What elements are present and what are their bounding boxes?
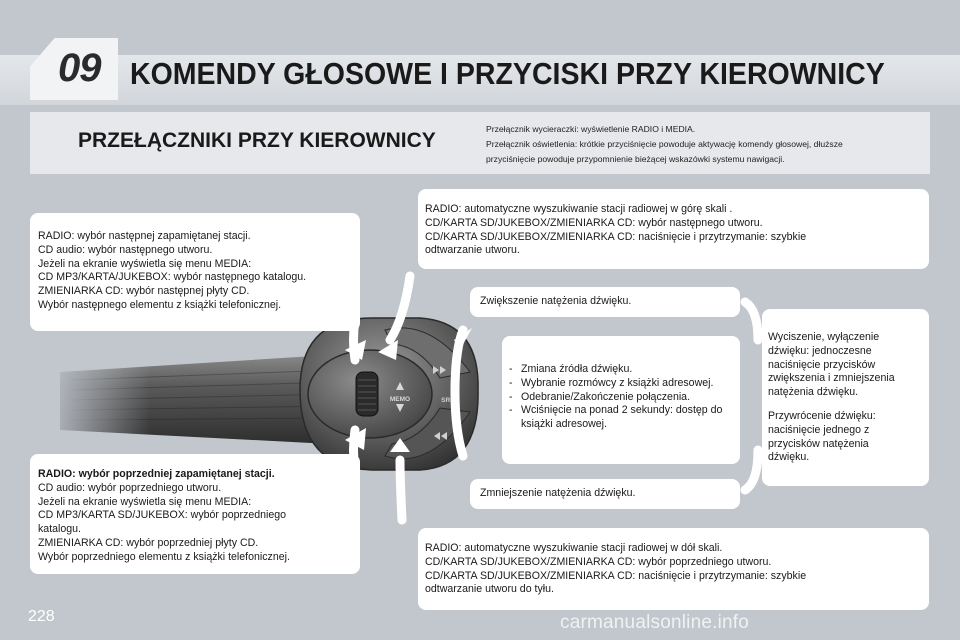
callout-line: odtwarzanie utworu. <box>425 244 520 257</box>
callout-line: przycisków natężenia <box>768 437 869 450</box>
callout-line: CD/KARTA SD/JUKEBOX/ZMIENIARKA CD: wybór poprzedniego utworu. <box>425 555 772 568</box>
callout-line: dźwięku: jednoczesne <box>768 344 872 357</box>
callout-next <box>30 213 360 331</box>
section-note-line: Przełącznik wycieraczki: wyświetlenie RADIO i MEDIA. <box>486 124 696 134</box>
list-item: - Wybranie rozmówcy z książki adresowej. <box>509 377 734 391</box>
callout-line: Wybór następnego elementu z książki telefonicznej. <box>38 298 282 311</box>
callout-seek-up <box>418 189 929 269</box>
source-list <box>509 363 734 432</box>
chapter-number: 09 <box>58 46 101 90</box>
watermark: carmanualsonline.info <box>560 612 750 633</box>
callout-line: naciśnięcie przycisków <box>768 358 876 371</box>
src-label: SRC <box>441 397 455 404</box>
callout-line: dźwięku. <box>768 451 810 464</box>
callout-line: Wyciszenie, wyłączenie <box>768 331 880 343</box>
callout-volume-up: Zwiększenie natężenia dźwięku. <box>470 287 740 317</box>
memo-label: MEMO <box>389 396 411 403</box>
callout-line: Wybór poprzedniego elementu z książki telefonicznej. <box>38 550 290 563</box>
section-title: PRZEŁĄCZNIKI PRZY KIEROWNICY <box>78 129 436 152</box>
callout-source <box>502 336 740 464</box>
callout-line: CD/KARTA SD/JUKEBOX/ZMIENIARKA CD: naciśnięcie i przytrzymanie: szybkie <box>425 230 807 243</box>
callout-line: CD MP3/KARTA SD/JUKEBOX: wybór poprzedniego <box>38 509 287 522</box>
callout-line: CD MP3/KARTA/JUKEBOX: wybór następnego katalogu. <box>38 271 307 284</box>
callout-line: odtwarzanie utworu do tyłu. <box>425 583 554 596</box>
callout-line: RADIO: wybór poprzedniej zapamiętanej stacji. <box>38 468 275 480</box>
paragraph-gap <box>768 400 923 410</box>
callout-line: CD/KARTA SD/JUKEBOX/ZMIENIARKA CD: naciśnięcie i przytrzymanie: szybkie <box>425 569 807 582</box>
section-note-line: Przełącznik oświetlenia: krótkie przyciśnięcie powoduje aktywację komendy głosowej, dłuższe <box>486 139 843 149</box>
callout-line: CD audio: wybór poprzedniego utworu. <box>38 481 222 494</box>
callout-line: Jeżeli na ekranie wyświetla się menu MEDIA: <box>38 495 252 508</box>
callout-line: RADIO: automatyczne wyszukiwanie stacji radiowej w dół skali. <box>425 542 723 554</box>
page-title: KOMENDY GŁOSOWE I PRZYCISKI PRZY KIEROWNICY <box>130 56 885 91</box>
callout-mute <box>762 309 929 486</box>
page-number: 228 <box>28 608 55 625</box>
list-item: - Odebranie/Zakończenie połączenia. <box>509 391 734 405</box>
section-note-line: przyciśnięcie powoduje przypomnienie bieżącej wskazówki systemu nawigacji. <box>486 154 785 164</box>
callout-seek-down <box>418 528 929 610</box>
callout-line: ZMIENIARKA CD: wybór następnej płyty CD. <box>38 285 250 298</box>
list-item: - Zmiana źródła dźwięku. <box>509 363 734 377</box>
callout-line: CD/KARTA SD/JUKEBOX/ZMIENIARKA CD: wybór następnego utworu. <box>425 216 763 229</box>
callout-line: Jeżeli na ekranie wyświetla się menu MEDIA: <box>38 257 252 270</box>
callout-prev <box>30 454 360 574</box>
list-item: - Wciśnięcie na ponad 2 sekundy: dostęp do książki adresowej. <box>509 404 734 432</box>
callout-line: katalogu. <box>38 523 81 536</box>
callout-line: RADIO: wybór następnej zapamiętanej stacji. <box>38 230 251 242</box>
callout-line: natężenia dźwięku. <box>768 386 859 399</box>
callout-line: naciśnięcie jednego z <box>768 423 870 436</box>
callout-line: RADIO: automatyczne wyszukiwanie stacji radiowej w górę skali . <box>425 203 733 215</box>
callout-line: CD audio: wybór następnego utworu. <box>38 243 213 256</box>
callout-line: zwiększenia i zmniejszenia <box>768 372 895 385</box>
callout-line: Przywrócenie dźwięku: <box>768 409 876 422</box>
callout-line: ZMIENIARKA CD: wybór poprzedniej płyty CD. <box>38 536 259 549</box>
callout-volume-down: Zmniejszenie natężenia dźwięku. <box>470 479 740 509</box>
